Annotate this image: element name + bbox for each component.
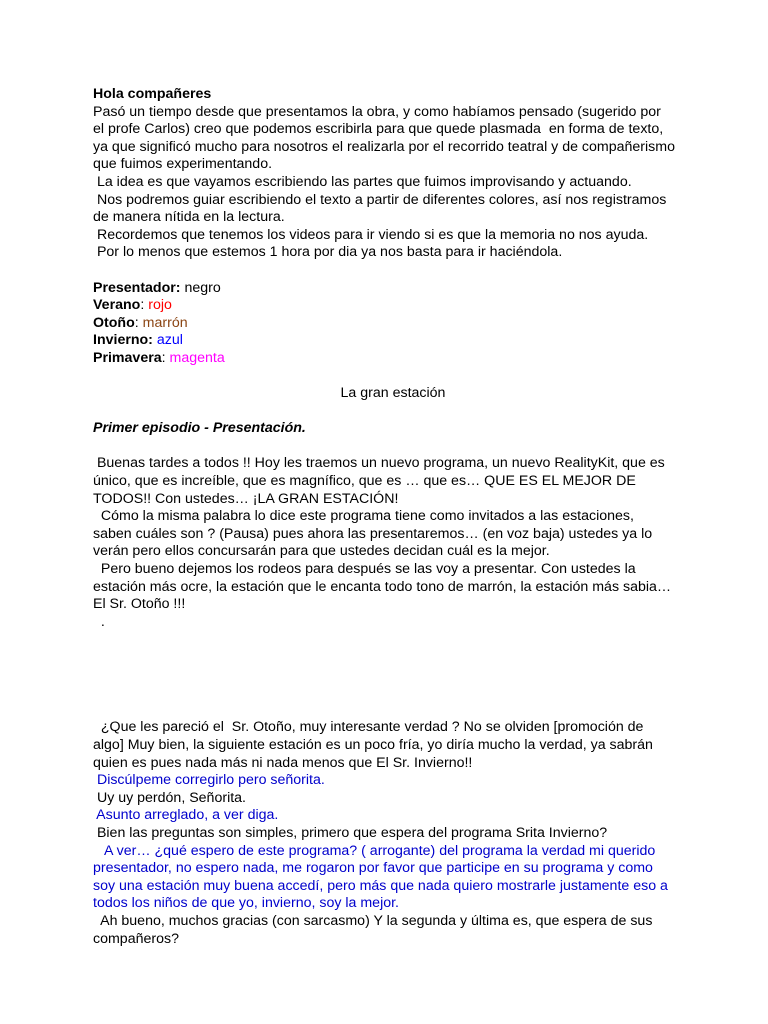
legend-label: Invierno: <box>93 332 153 349</box>
invierno-line: A ver… ¿qué espero de este programa? ( arrogante) del programa la verdad mi querido <box>93 842 656 859</box>
intro-line: Recordemos que tenemos los videos para ir viendo si es que la memoria no nos ayuda. <box>93 226 649 243</box>
legend-verano <box>93 297 693 315</box>
invierno-line: Asunto arreglado, a ver diga. <box>93 807 279 824</box>
presenter-line: Ah bueno, muchos gracias (con sarcasmo) Y la segunda y última es, que espera de sus <box>93 912 653 929</box>
greeting-heading: Hola compañeres <box>93 86 212 102</box>
intro-line: ya que significó mucho para nosotros el realizarla por el recorrido teatral y de compañerismo <box>93 138 675 155</box>
presenter-line: Cómo la misma palabra lo dice este programa tiene como invitados a las estaciones, <box>93 508 634 525</box>
invierno-line: soy una estación muy buena accedí, pero más que nada quiero mostrarle justamente eso a <box>93 877 668 894</box>
invierno-line: todos los niños de que yo, invierno, soy la mejor. <box>93 895 399 912</box>
intro-line: el profe Carlos) creo que podemos escribirla para que quede plasmada en forma de texto, <box>93 121 664 138</box>
intro-line: que fuimos experimentando. <box>93 156 273 173</box>
legend-label: Presentador: <box>93 279 181 296</box>
legend-presentador <box>93 280 693 298</box>
presenter-line: quien es pues nada más ni nada menos que El Sr. Invierno!! <box>93 754 473 771</box>
legend-label: Otoño <box>93 314 135 331</box>
document-page <box>93 86 693 948</box>
presenter-line: ¿Que les pareció el Sr. Otoño, muy interesante verdad ? No se olviden [promoción de <box>93 719 644 736</box>
legend-invierno <box>93 332 693 350</box>
presenter-line: algo] Muy bien, la siguiente estación es un poco fría, yo diría mucho la verdad, ya sabrán <box>93 737 653 753</box>
presenter-line: estación más ocre, la estación que le encanta todo tono de marrón, la estación más sabia… <box>93 578 672 595</box>
legend-value: magenta <box>169 349 225 366</box>
intro-line: de manera nítida en la lectura. <box>93 209 285 226</box>
legend-value: azul <box>156 332 183 349</box>
invierno-line: Discúlpeme corregirlo pero señorita. <box>93 772 325 789</box>
intro-line: Nos podremos guiar escribiendo el texto a partir de diferentes colores, así nos registramos <box>93 191 667 208</box>
legend-value: rojo <box>148 297 172 314</box>
spacer <box>93 368 693 386</box>
legend-value: negro <box>180 279 221 296</box>
spacer <box>93 403 693 421</box>
presenter-line: saben cuáles son ? (Pausa) pues ahora las presentaremos… (en voz baja) ustedes ya lo <box>93 525 653 542</box>
presenter-line: Pero bueno dejemos los rodeos para después se las voy a presentar. Con ustedes la <box>93 561 636 578</box>
presenter-line: TODOS!! Con ustedes… ¡LA GRAN ESTACIÓN! <box>93 490 399 507</box>
episode-heading: Primer episodio - Presentación. <box>93 420 306 437</box>
presenter-line: Uy uy perdón, Señorita. <box>93 789 246 806</box>
play-title: La gran estación <box>340 385 446 402</box>
presenter-line: verán pero ellos concursarán para que ustedes decidan cuál es la mejor. <box>93 543 550 560</box>
presenter-line: El Sr. Otoño !!! <box>93 596 186 613</box>
intro-line: La idea es que vayamos escribiendo las partes que fuimos improvisando y actuando. <box>93 173 632 190</box>
invierno-line: presentador, no espero nada, me rogaron por favor que participe en su programa y como <box>93 860 653 877</box>
intro-line: Pasó un tiempo desde que presentamos la obra, y como habíamos pensado (sugerido por <box>93 103 661 120</box>
presenter-line: . <box>93 613 105 630</box>
presenter-line: único, que es increíble, que es magnífico, que es … que es… QUE ES EL MEJOR DE <box>93 473 636 490</box>
legend-sep: : <box>161 349 170 366</box>
presenter-line: Buenas tardes a todos !! Hoy les traemos un nuevo programa, un nuevo RealityKit, que es <box>93 455 665 472</box>
presenter-line: compañeros? <box>93 930 179 947</box>
intro-line: Por lo menos que estemos 1 hora por dia ya nos basta para ir haciéndola. <box>93 244 563 261</box>
legend-primavera <box>93 350 693 368</box>
legend-sep: : <box>134 314 143 331</box>
spacer <box>93 262 693 280</box>
legend-otono <box>93 315 693 333</box>
legend-value: marrón <box>142 314 188 331</box>
legend-label: Primavera <box>93 349 162 366</box>
spacer <box>93 631 693 719</box>
legend-sep: : <box>140 297 149 314</box>
presenter-line: Bien las preguntas son simples, primero que espera del programa Srita Invierno? <box>93 824 608 841</box>
legend-label: Verano <box>93 297 141 314</box>
spacer <box>93 438 693 456</box>
